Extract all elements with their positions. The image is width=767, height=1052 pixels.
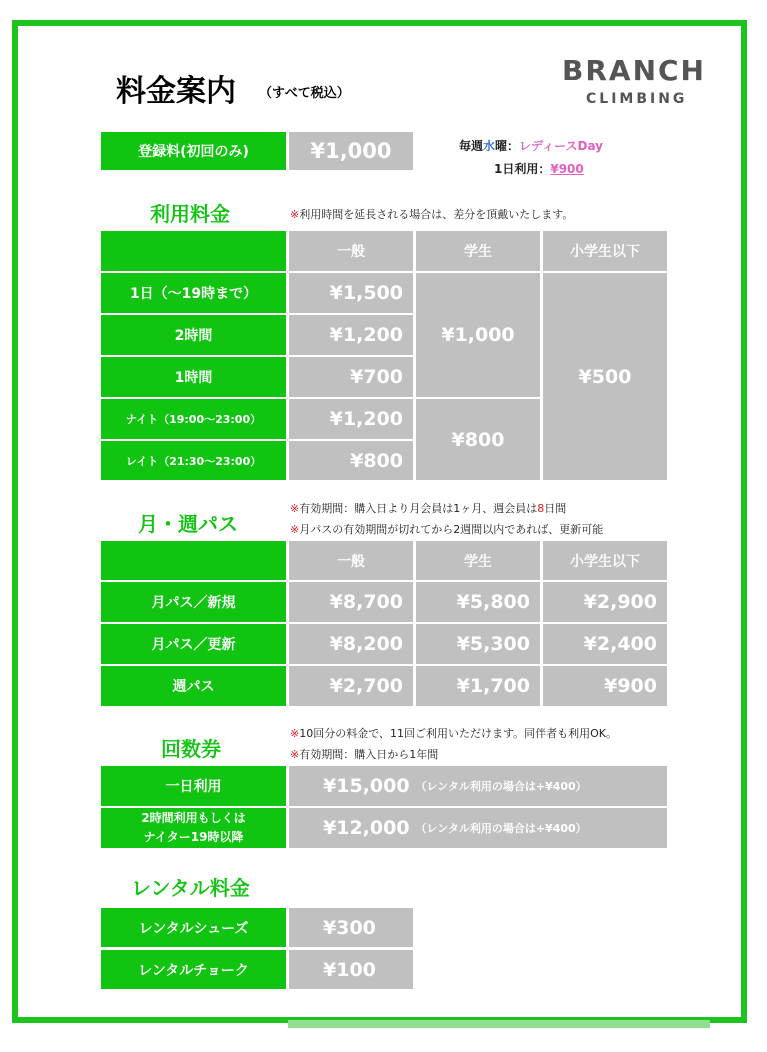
pass-row-child: ¥2,400: [543, 624, 667, 664]
rental-section-title: レンタル料金: [131, 876, 250, 900]
usage-row-label: レイト（21:30～23:00）: [101, 441, 286, 480]
page-title-note: （すべて税込）: [259, 86, 350, 101]
ticket-row-price: ¥12,000: [323, 817, 410, 839]
pass-row-student: ¥1,700: [416, 666, 540, 706]
ticket-row-price-cell: [289, 808, 667, 848]
pass-header-blank: [101, 541, 286, 580]
ticket-row-label: 一日利用: [101, 766, 286, 806]
usage-header-student: 学生: [416, 231, 540, 271]
brand-logo-main: BRANCH: [562, 54, 706, 87]
pass-row-general: ¥2,700: [289, 666, 413, 706]
ticket-row-sub: （レンタル利用の場合は+¥400）: [415, 822, 587, 835]
rental-row-price: ¥300: [289, 908, 413, 947]
usage-row-general: ¥800: [289, 441, 413, 480]
ladies-use-line: [494, 160, 584, 177]
pass-row-student: ¥5,800: [416, 582, 540, 622]
registration-price: ¥1,000: [289, 132, 413, 170]
pass-note-2: ※月パスの有効期間が切れてから2週間以内であれば、更新可能: [290, 523, 604, 536]
page-title: 料金案内: [116, 74, 236, 109]
pass-header-child: 小学生以下: [543, 541, 667, 580]
usage-row-label: 2時間: [101, 315, 286, 355]
pass-header-student: 学生: [416, 541, 540, 580]
pass-row-general: ¥8,200: [289, 624, 413, 664]
usage-row-label: ナイト（19:00～23:00）: [101, 399, 286, 439]
ticket-row-price: ¥15,000: [323, 775, 410, 797]
rental-row-label: レンタルシューズ: [101, 908, 286, 947]
brand-logo-sub: CLIMBING: [586, 91, 688, 107]
ladies-use-label: 1日利用：: [494, 162, 551, 176]
rental-row-label: レンタルチョーク: [101, 950, 286, 989]
ticket-section-title: 回数券: [161, 737, 221, 761]
usage-header-blank: [101, 231, 286, 271]
ladies-suffix: 曜：: [495, 139, 520, 153]
usage-child-all: ¥500: [543, 273, 667, 480]
ladies-price: ¥900: [550, 162, 584, 176]
ticket-row-price-cell: [289, 766, 667, 806]
ticket-row-label: 2時間利用もしくは ナイター19時以降: [101, 808, 286, 848]
usage-row-general: ¥1,200: [289, 399, 413, 439]
ladies-day-char: 水: [483, 139, 496, 153]
usage-row-label: 1時間: [101, 357, 286, 397]
ticket-note-2: ※有効期間：購入日から1年間: [290, 748, 439, 761]
pass-row-child: ¥2,900: [543, 582, 667, 622]
usage-header-general: 一般: [289, 231, 413, 271]
usage-row-label: 1日（～19時まで）: [101, 273, 286, 313]
registration-label: 登録料(初回のみ): [101, 132, 286, 170]
ticket-note-1: ※10回分の料金で、11回ご利用いただけます。同伴者も利用OK。: [290, 727, 617, 740]
usage-header-child: 小学生以下: [543, 231, 667, 271]
pass-row-label: 週パス: [101, 666, 286, 706]
pass-row-student: ¥5,300: [416, 624, 540, 664]
pass-row-label: 月パス／更新: [101, 624, 286, 664]
ladies-day-line: [459, 137, 603, 154]
usage-student-night: ¥800: [416, 399, 540, 480]
pass-row-child: ¥900: [543, 666, 667, 706]
usage-row-general: ¥1,500: [289, 273, 413, 313]
ticket-row-sub: （レンタル利用の場合は+¥400）: [415, 780, 587, 793]
rental-row-price: ¥100: [289, 950, 413, 989]
pass-note-1: ※有効期間：購入日より月会員は1ヶ月、週会員は8日間: [290, 502, 567, 515]
usage-student-day: ¥1,000: [416, 273, 540, 397]
pass-row-label: 月パス／新規: [101, 582, 286, 622]
pass-row-general: ¥8,700: [289, 582, 413, 622]
bottom-accent-bar: [288, 1020, 710, 1028]
usage-section-title: 利用料金: [150, 202, 230, 226]
pass-header-general: 一般: [289, 541, 413, 580]
pass-section-title: 月・週パス: [138, 512, 238, 536]
usage-note: ※利用時間を延長される場合は、差分を頂戴いたします。: [290, 208, 574, 221]
usage-row-general: ¥1,200: [289, 315, 413, 355]
usage-row-general: ¥700: [289, 357, 413, 397]
ladies-prefix: 毎週: [459, 139, 484, 153]
ladies-day-name: レディースDay: [519, 139, 603, 153]
